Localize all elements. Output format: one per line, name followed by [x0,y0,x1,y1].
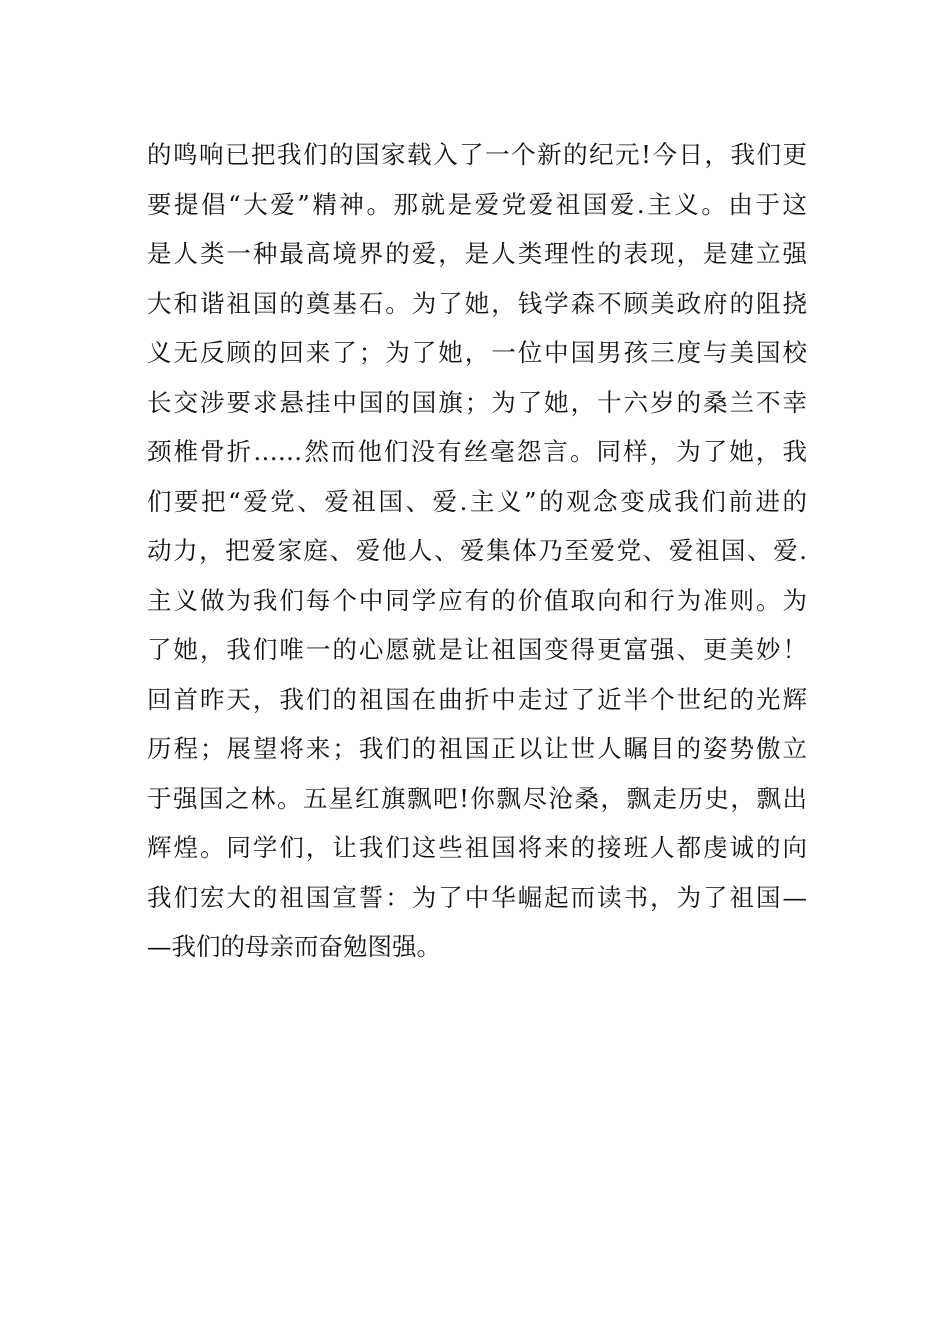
text-line: 长交涉要求悬挂中国的国旗；为了她，十六岁的桑兰不幸 [147,387,807,417]
text-line: 大和谐祖国的奠基石。为了她，钱学森不顾美政府的阻挠 [147,288,807,318]
text-line: 要提倡“大爱”精神。那就是爱党爱祖国爱.主义。由于这 [147,189,807,219]
text-line: 的鸣响已把我们的国家载入了一个新的纪元!今日，我们更 [147,140,807,169]
text-line: 历程；展望将来；我们的祖国正以让世人瞩目的姿势傲立 [147,734,807,763]
text-line: 我们宏大的祖国宣誓：为了中华崛起而读书，为了祖国— [147,882,807,912]
text-line: 颈椎骨折……然而他们没有丝毫怨言。同样，为了她，我 [147,437,807,466]
text-line: 是人类一种最高境界的爱，是人类理性的表现，是建立强 [147,239,807,268]
text-line: 回首昨天，我们的祖国在曲折中走过了近半个世纪的光辉 [147,684,807,714]
text-line: 辉煌。同学们，让我们这些祖国将来的接班人都虔诚的向 [147,833,807,862]
text-line: 于强国之林。五星红旗飘吧!你飘尽沧桑，飘走历史，飘出 [147,783,807,813]
text-line: —我们的母亲而奋勉图强。 [147,932,441,961]
text-line: 了她，我们唯一的心愿就是让祖国变得更富强、更美妙！ [147,635,807,664]
text-line: 义无反顾的回来了；为了她，一位中国男孩三度与美国校 [147,338,807,367]
text-line: 们要把“爱党、爱祖国、爱.主义”的观念变成我们前进的 [147,486,807,516]
text-line: 动力，把爱家庭、爱他人、爱集体乃至爱党、爱祖国、爱. [147,536,807,565]
body-text [147,130,807,972]
text-line: 主义做为我们每个中同学应有的价值取向和行为准则。为 [147,585,807,615]
